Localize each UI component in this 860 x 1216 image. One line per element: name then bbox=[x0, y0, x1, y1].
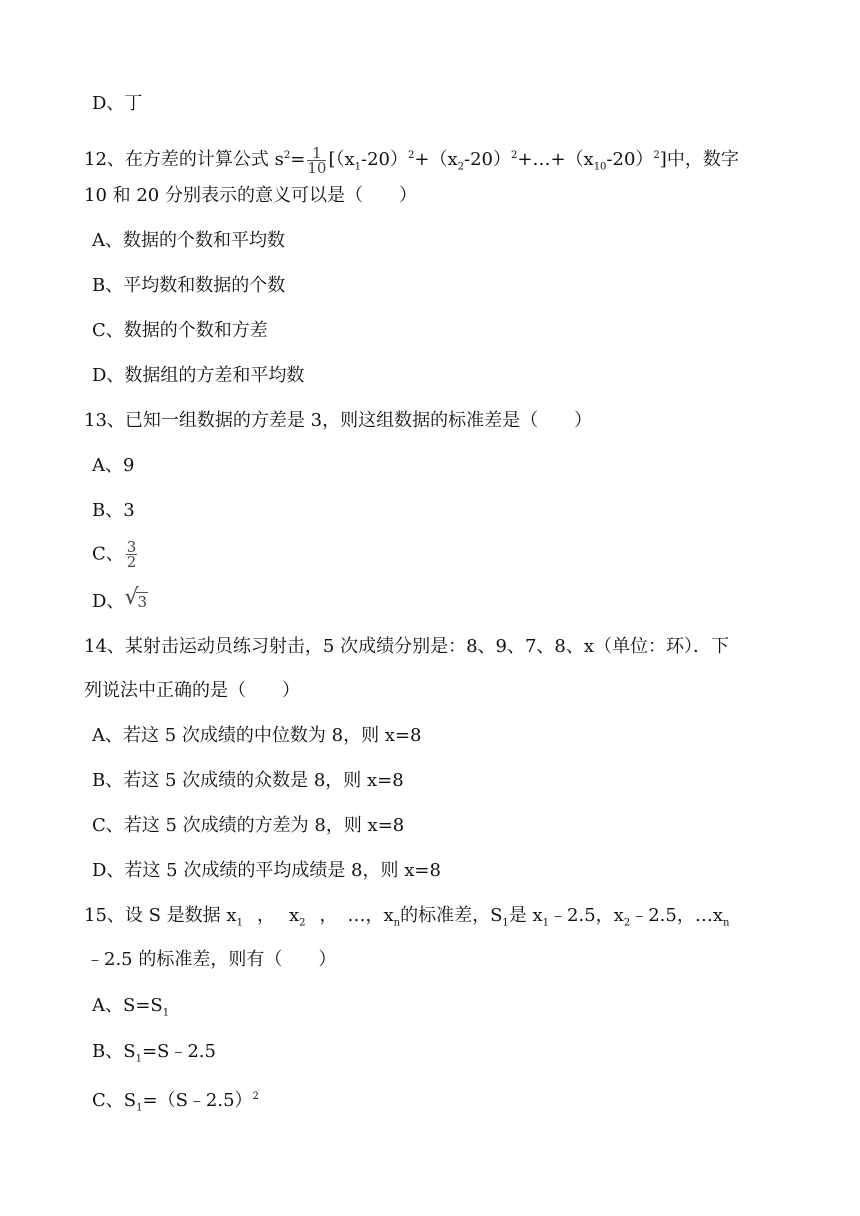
q12-option-d: D、数据组的方差和平均数 bbox=[92, 365, 305, 386]
q12-term2-open: +（x bbox=[414, 149, 458, 170]
q12-term2: -20） bbox=[463, 149, 511, 170]
q12-term-open: [（x bbox=[328, 149, 355, 170]
q13-option-a: A、9 bbox=[92, 455, 135, 476]
q15-x2: x bbox=[288, 905, 300, 926]
q15-sub-2: 2 bbox=[299, 917, 306, 929]
q12-fraction-denominator: 10 bbox=[307, 158, 327, 177]
q14-stem-line2: 列说法中正确的是（ ） bbox=[84, 680, 300, 701]
q15-option-c-sup: 2 bbox=[252, 1091, 259, 1102]
q12-sup-3: 2 bbox=[653, 150, 660, 161]
q12-term10: -20） bbox=[606, 149, 654, 170]
q13-option-c-label: C、 bbox=[92, 543, 124, 565]
q12-option-b: B、平均数和数据的个数 bbox=[92, 275, 286, 296]
q15-option-a bbox=[92, 994, 169, 1026]
q12-sub-1: 1 bbox=[354, 161, 361, 173]
q14-option-b: B、若这 5 次成绩的众数是 8，则 x=8 bbox=[92, 770, 404, 791]
q12-sup-1: 2 bbox=[408, 150, 415, 161]
q14-stem-line1: 14、某射击运动员练习射击，5 次成绩分别是：8、9、7、8、x（单位：环）．下 bbox=[84, 636, 730, 657]
q15-option-b bbox=[92, 1040, 216, 1072]
q12-fraction-numerator: 1 bbox=[307, 146, 326, 161]
q12-option-a: A、数据的个数和平均数 bbox=[92, 230, 285, 251]
q12-stem-line1 bbox=[84, 144, 739, 180]
q14-option-a: A、若这 5 次成绩的中位数为 8，则 x=8 bbox=[92, 725, 422, 746]
q15-option-c-sub: 1 bbox=[136, 1102, 143, 1114]
q12-s-exponent: 2 bbox=[283, 150, 291, 161]
q15-sub-1b: 1 bbox=[542, 917, 550, 929]
q12-fraction bbox=[307, 143, 327, 177]
q15-stem-line2: ﹣2.5 的标准差，则有（ ） bbox=[86, 949, 337, 970]
q13-option-c-fraction bbox=[126, 540, 138, 569]
q15-part6: 的标准差，S bbox=[400, 905, 503, 926]
q13-option-d-label: D、 bbox=[92, 591, 125, 612]
q13-option-d-radicand: 3 bbox=[137, 593, 147, 611]
q12-equals: = bbox=[290, 149, 306, 170]
q15-sub-s1: 1 bbox=[502, 917, 509, 929]
q15-part9: ﹣2.5，…x bbox=[630, 905, 723, 926]
q12-term1: -20） bbox=[361, 149, 408, 170]
q13-option-c-denominator: 2 bbox=[126, 553, 137, 571]
q15-xn: …，x bbox=[347, 905, 394, 926]
q12-sub-2: 2 bbox=[457, 161, 464, 173]
q13-option-c bbox=[92, 540, 139, 569]
q15-option-c-text1: C、S bbox=[92, 1090, 137, 1111]
q15-part1: 15、设 S 是数据 x bbox=[84, 905, 237, 926]
q15-option-c-text2: =（S﹣2.5） bbox=[142, 1090, 253, 1111]
q14-option-d: D、若这 5 次成绩的平均成绩是 8，则 x=8 bbox=[92, 860, 441, 881]
q12-stem-line2: 10 和 20 分别表示的意义可以是（ ） bbox=[84, 185, 417, 206]
q15-part8: ﹣2.5，x bbox=[549, 905, 624, 926]
q15-comma1: ， bbox=[256, 905, 275, 926]
q12-prefix: 12、在方差的计算公式 s bbox=[84, 149, 284, 170]
q11-option-d: D、丁 bbox=[92, 93, 143, 114]
q15-part7: 是 x bbox=[508, 905, 543, 926]
q12-term10-open: +…+（x bbox=[517, 149, 594, 170]
q13-option-b: B、3 bbox=[92, 500, 135, 521]
q13-option-d-sqrt: √ 3 bbox=[124, 585, 147, 611]
q15-comma2: ， bbox=[319, 905, 338, 926]
q12-sub-10: 10 bbox=[593, 161, 607, 173]
q15-sub-2b: 2 bbox=[623, 917, 631, 929]
q15-sub-nb: n bbox=[722, 917, 730, 929]
q15-option-b-text1: B、S bbox=[92, 1041, 136, 1062]
q14-option-c: C、若这 5 次成绩的方差为 8，则 x=8 bbox=[92, 815, 405, 836]
q15-sub-n: n bbox=[393, 917, 401, 929]
q15-sub-1: 1 bbox=[236, 917, 243, 929]
q13-option-d bbox=[92, 585, 148, 614]
q15-stem-line1 bbox=[84, 904, 729, 936]
q15-option-b-text2: =S﹣2.5 bbox=[141, 1041, 216, 1062]
q13-option-c-numerator: 3 bbox=[126, 538, 137, 556]
q12-suffix: ]中，数字 bbox=[659, 149, 739, 170]
q15-option-a-text: A、S=S bbox=[92, 995, 163, 1016]
q15-option-c bbox=[92, 1085, 259, 1121]
q13-stem: 13、已知一组数据的方差是 3，则这组数据的标准差是（ ） bbox=[84, 410, 593, 431]
q12-sup-2: 2 bbox=[510, 150, 518, 161]
q15-option-a-sub: 1 bbox=[162, 1007, 170, 1019]
q12-option-c: C、数据的个数和方差 bbox=[92, 320, 268, 341]
q15-option-b-sub: 1 bbox=[135, 1053, 142, 1065]
